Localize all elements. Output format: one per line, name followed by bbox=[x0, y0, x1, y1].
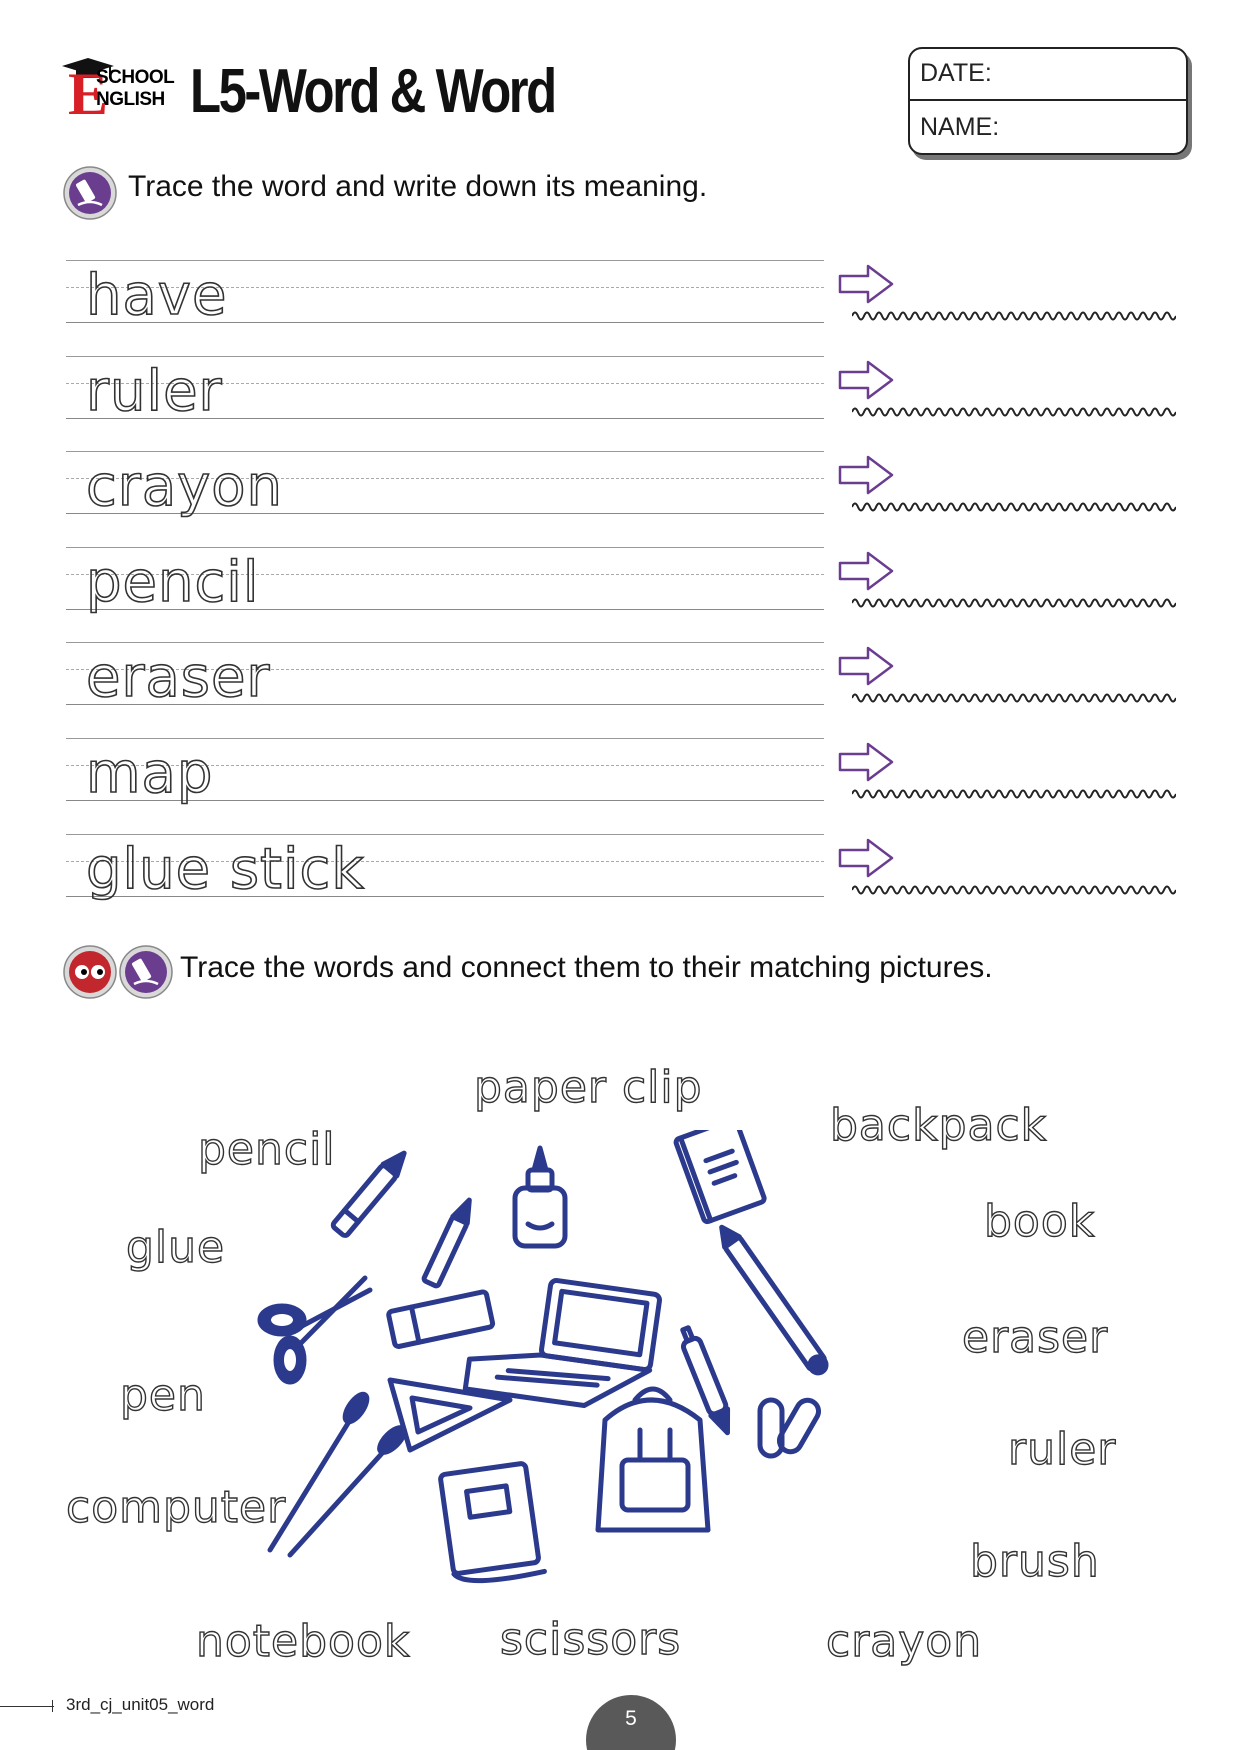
date-label: DATE: bbox=[920, 59, 992, 87]
match-word-pen[interactable]: pen bbox=[120, 1370, 206, 1421]
pen-icon[interactable] bbox=[677, 1326, 736, 1437]
answer-line[interactable] bbox=[852, 499, 1176, 515]
notebook-icon[interactable] bbox=[675, 1130, 765, 1223]
match-word-paper-clip[interactable]: paper clip bbox=[474, 1062, 703, 1113]
trace-word[interactable]: ruler bbox=[86, 359, 223, 424]
trace-row bbox=[66, 356, 824, 424]
scissors-icon[interactable] bbox=[260, 1278, 370, 1382]
school-supplies-illustration bbox=[250, 1130, 950, 1630]
guide-line bbox=[66, 642, 824, 643]
trace-word[interactable]: eraser bbox=[86, 645, 271, 710]
trace-row bbox=[66, 738, 824, 806]
logo-letter: E bbox=[68, 61, 109, 127]
match-word-backpack[interactable]: backpack bbox=[830, 1100, 1048, 1151]
pencil-icon[interactable] bbox=[423, 1197, 476, 1287]
match-word-crayon[interactable]: crayon bbox=[826, 1616, 983, 1667]
match-word-brush[interactable]: brush bbox=[970, 1536, 1100, 1587]
glue-bottle-icon[interactable] bbox=[515, 1148, 565, 1246]
trace-row bbox=[66, 834, 824, 902]
answer-line[interactable] bbox=[852, 786, 1176, 802]
trace-word[interactable]: map bbox=[86, 741, 214, 806]
section1-instruction: Trace the word and write down its meaning. bbox=[128, 170, 708, 203]
trace-word[interactable]: have bbox=[86, 263, 228, 328]
colored-pencil-icon[interactable] bbox=[714, 1222, 830, 1376]
answer-line[interactable] bbox=[852, 690, 1176, 706]
match-word-pencil[interactable]: pencil bbox=[198, 1124, 336, 1175]
paper-clip-icon[interactable] bbox=[760, 1396, 823, 1456]
trace-word[interactable]: glue stick bbox=[86, 837, 365, 902]
name-field[interactable] bbox=[910, 103, 1186, 155]
trace-row bbox=[66, 260, 824, 328]
page-title: L5-Word & Word bbox=[190, 57, 555, 126]
arrow-icon bbox=[838, 360, 896, 400]
match-word-eraser[interactable]: eraser bbox=[962, 1312, 1109, 1363]
date-name-box bbox=[908, 47, 1188, 155]
laptop-icon[interactable] bbox=[465, 1270, 660, 1414]
match-word-computer[interactable]: computer bbox=[66, 1482, 287, 1533]
trace-word[interactable]: crayon bbox=[86, 454, 284, 519]
eraser-icon[interactable] bbox=[388, 1291, 493, 1347]
answer-line[interactable] bbox=[852, 595, 1176, 611]
trace-row bbox=[66, 642, 824, 710]
guide-line bbox=[66, 356, 824, 357]
page-number-badge bbox=[586, 1695, 676, 1750]
answer-line[interactable] bbox=[852, 308, 1176, 324]
footer-rule bbox=[0, 1706, 54, 1707]
answer-line[interactable] bbox=[852, 882, 1176, 898]
answer-line[interactable] bbox=[852, 404, 1176, 420]
footer-rule-tick bbox=[52, 1700, 53, 1712]
pencil-badge-icon bbox=[62, 165, 118, 221]
logo-line2: NGLISH bbox=[96, 89, 165, 110]
match-word-glue[interactable]: glue bbox=[126, 1222, 226, 1273]
page-number: 5 bbox=[625, 1707, 637, 1730]
match-word-notebook[interactable]: notebook bbox=[196, 1616, 411, 1667]
trace-row bbox=[66, 451, 824, 519]
guide-line bbox=[66, 834, 824, 835]
arrow-icon bbox=[838, 742, 896, 782]
school-english-logo bbox=[58, 56, 178, 127]
book-icon[interactable] bbox=[440, 1462, 545, 1585]
match-word-ruler[interactable]: ruler bbox=[1008, 1424, 1117, 1475]
backpack-icon[interactable] bbox=[598, 1389, 708, 1530]
guide-line bbox=[66, 451, 824, 452]
paintbrush-icon[interactable] bbox=[270, 1391, 408, 1555]
logo-line1: SCHOOL bbox=[96, 67, 175, 88]
arrow-icon bbox=[838, 551, 896, 591]
arrow-icon bbox=[838, 455, 896, 495]
match-word-scissors[interactable]: scissors bbox=[500, 1614, 682, 1665]
section2-instruction: Trace the words and connect them to their matching pictures. bbox=[180, 951, 993, 984]
trace-row bbox=[66, 547, 824, 615]
match-word-book[interactable]: book bbox=[984, 1196, 1096, 1247]
arrow-icon bbox=[838, 646, 896, 686]
arrow-icon bbox=[838, 838, 896, 878]
trace-word[interactable]: pencil bbox=[86, 550, 260, 615]
name-label: NAME: bbox=[920, 113, 1000, 141]
footer-code: 3rd_cj_unit05_word bbox=[66, 1695, 215, 1714]
eyes-badge-icon bbox=[62, 944, 118, 1000]
crayon-icon[interactable] bbox=[332, 1147, 411, 1237]
guide-line bbox=[66, 738, 824, 739]
arrow-icon bbox=[838, 264, 896, 304]
date-field[interactable] bbox=[910, 49, 1186, 101]
guide-line bbox=[66, 260, 824, 261]
pencil-badge-icon-2 bbox=[118, 944, 174, 1000]
guide-line bbox=[66, 547, 824, 548]
